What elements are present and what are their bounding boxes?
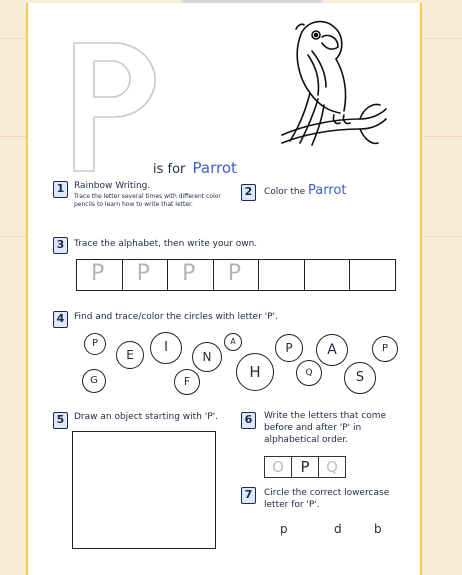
trace-letter: P bbox=[136, 261, 150, 286]
is-for-text: is for bbox=[153, 162, 186, 177]
write-cell[interactable] bbox=[305, 260, 351, 290]
letter-circle[interactable]: E bbox=[116, 341, 144, 369]
step-6-badge: 6 bbox=[241, 412, 256, 429]
trace-letter: P bbox=[91, 261, 105, 286]
drawing-area[interactable] bbox=[72, 431, 216, 549]
step-1-heading: Rainbow Writing. bbox=[74, 181, 151, 191]
letter-circle[interactable]: G bbox=[82, 369, 106, 393]
letter-circle[interactable]: P bbox=[275, 334, 303, 362]
middle-letter: P bbox=[292, 457, 319, 477]
letter-circle[interactable]: F bbox=[174, 369, 200, 395]
step-4-badge: 4 bbox=[53, 311, 68, 328]
trace-grid bbox=[76, 259, 396, 291]
title-word: Parrot bbox=[192, 159, 237, 177]
lowercase-option[interactable]: d bbox=[334, 522, 342, 536]
step-3-heading: Trace the alphabet, then write your own. bbox=[74, 239, 258, 249]
letter-circle[interactable]: Q bbox=[296, 360, 322, 386]
step-3-badge: 3 bbox=[53, 237, 68, 254]
background-rule bbox=[0, 38, 26, 39]
big-letter-p-outline bbox=[70, 39, 156, 175]
after-letter[interactable]: Q bbox=[326, 458, 338, 476]
letter-circle[interactable]: S bbox=[344, 362, 376, 394]
letter-circle[interactable]: A bbox=[316, 334, 348, 366]
step-1-instructions: Trace the letter several times with different color pencils to learn how to write that letter. bbox=[74, 193, 221, 208]
step-7-heading: Circle the correct lowercase letter for 'P'. bbox=[264, 488, 390, 510]
trace-letter: P bbox=[227, 261, 242, 286]
is-for-caption bbox=[153, 159, 237, 177]
lowercase-option[interactable]: p bbox=[280, 522, 288, 536]
trace-cell[interactable] bbox=[77, 260, 123, 290]
write-cell[interactable] bbox=[350, 260, 395, 290]
trace-cell[interactable] bbox=[168, 260, 214, 290]
alphabet-order-box bbox=[264, 456, 346, 478]
trace-cell[interactable] bbox=[123, 260, 169, 290]
trace-cell[interactable] bbox=[214, 260, 260, 290]
background-rule bbox=[424, 236, 462, 237]
parrot-illustration bbox=[260, 15, 390, 155]
background-rule bbox=[424, 38, 462, 39]
step-4-heading: Find and trace/color the circles with letter 'P'. bbox=[74, 312, 278, 322]
letter-circle[interactable]: I bbox=[150, 332, 182, 364]
letter-circle[interactable]: H bbox=[236, 353, 274, 391]
letter-circle[interactable]: N bbox=[192, 342, 222, 372]
step-2-badge: 2 bbox=[241, 184, 256, 201]
worksheet-page bbox=[26, 3, 422, 575]
step-2-text: Color the bbox=[264, 187, 306, 197]
write-cell[interactable] bbox=[259, 260, 305, 290]
step-6-heading: Write the letters that come before and after 'P' in alphabetical order. bbox=[264, 411, 387, 445]
step-2-heading bbox=[264, 183, 346, 198]
step-2-word: Parrot bbox=[308, 183, 347, 198]
background-rule bbox=[424, 136, 462, 137]
lowercase-option[interactable]: b bbox=[374, 522, 382, 536]
step-5-badge: 5 bbox=[53, 412, 68, 429]
before-letter[interactable]: O bbox=[265, 457, 292, 477]
step-1-badge: 1 bbox=[53, 181, 68, 198]
letter-circle[interactable]: A bbox=[224, 333, 242, 351]
step-5-heading: Draw an object starting with 'P'. bbox=[74, 412, 218, 422]
background-rule bbox=[0, 236, 26, 237]
step-7-badge: 7 bbox=[241, 487, 256, 504]
letter-circle[interactable]: P bbox=[372, 336, 398, 362]
letter-circle[interactable]: P bbox=[84, 333, 106, 355]
background-rule bbox=[0, 136, 26, 137]
trace-letter: P bbox=[182, 261, 196, 286]
